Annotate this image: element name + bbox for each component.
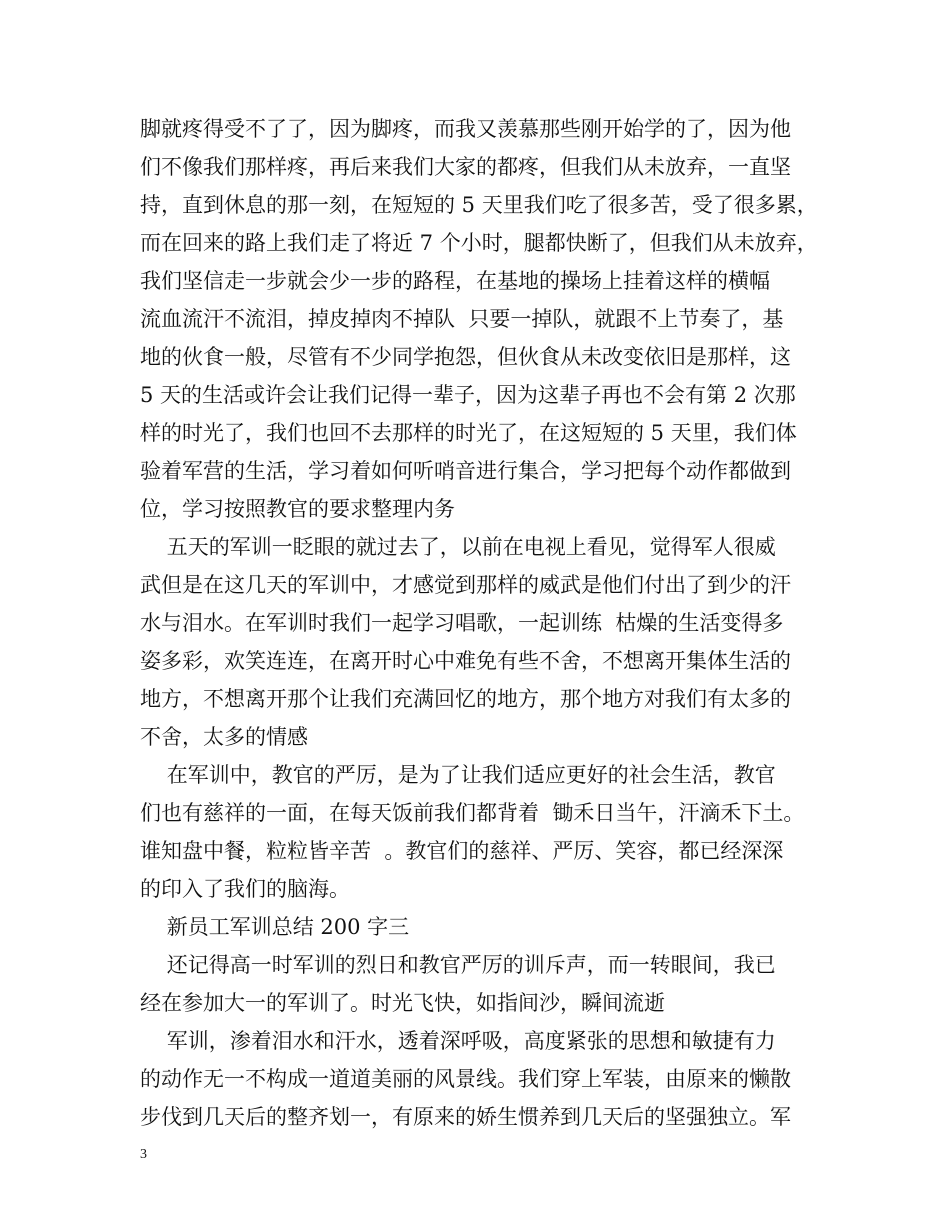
body-text	[140, 110, 820, 1136]
text-line: 流血流汗不流泪，掉皮掉肉不掉队 只要一掉队，就跟不上节奏了，基	[140, 307, 784, 331]
text-line: 我们坚信走一步就会少一步的路程，在基地的操场上挂着这样的横幅	[140, 269, 770, 293]
text-line: 不舍，太多的情感	[140, 725, 308, 749]
text-line: 位，学习按照教官的要求整理内务	[140, 497, 455, 521]
text-line: 步伐到几天后的整齐划一，有原来的娇生惯养到几天后的坚强独立。军	[140, 1105, 791, 1129]
text-line: 们也有慈祥的一面，在每天饭前我们都背着 锄禾日当午，汗滴禾下土。	[140, 801, 805, 825]
text-line: 持，直到休息的那一刻，在短短的 5 天里我们吃了很多苦，受了很多累，	[140, 193, 818, 217]
text-line: 们不像我们那样疼，再后来我们大家的都疼，但我们从未放弃，一直坚	[140, 155, 791, 179]
section-heading: 新员工军训总结 200 字三	[140, 915, 410, 939]
text-line: 地的伙食一般，尽管有不少同学抱怨，但伙食从未改变依旧是那样，这	[140, 345, 791, 369]
text-line: 五天的军训一眨眼的就过去了，以前在电视上看见，觉得军人很威	[140, 535, 776, 559]
text-line: 验着军营的生活，学习着如何听哨音进行集合，学习把每个动作都做到	[140, 459, 791, 483]
text-line: 武但是在这几天的军训中，才感觉到那样的威武是他们付出了到少的汗	[140, 573, 791, 597]
text-line: 军训，渗着泪水和汗水，透着深呼吸，高度紧张的思想和敏捷有力	[140, 1029, 776, 1053]
text-line: 样的时光了，我们也回不去那样的时光了，在这短短的 5 天里，我们体	[140, 421, 797, 445]
text-line: 脚就疼得受不了了，因为脚疼，而我又羡慕那些刚开始学的了，因为他	[140, 117, 791, 141]
text-line: 的动作无一不构成一道道美丽的风景线。我们穿上军装，由原来的懒散	[140, 1067, 791, 1091]
text-line: 水与泪水。在军训时我们一起学习唱歌，一起训练 枯燥的生活变得多	[140, 611, 784, 635]
text-line: 姿多彩，欢笑连连，在离开时心中难免有些不舍，不想离开集体生活的	[140, 649, 791, 673]
text-line: 的印入了我们的脑海。	[140, 877, 350, 901]
page-number: 3	[140, 1147, 147, 1162]
text-line: 在军训中，教官的严厉，是为了让我们适应更好的社会生活，教官	[140, 763, 776, 787]
text-line: 而在回来的路上我们走了将近 7 个小时，腿都快断了，但我们从未放弃，	[140, 231, 818, 255]
text-line: 还记得高一时军训的烈日和教官严厉的训斥声，而一转眼间，我已	[140, 953, 776, 977]
text-line: 谁知盘中餐，粒粒皆辛苦 。教官们的慈祥、严厉、笑容，都已经深深	[140, 839, 784, 863]
text-line: 地方，不想离开那个让我们充满回忆的地方，那个地方对我们有太多的	[140, 687, 791, 711]
text-line: 经在参加大一的军训了。时光飞快，如指间沙，瞬间流逝	[140, 991, 665, 1015]
text-line: 5 天的生活或许会让我们记得一辈子，因为这辈子再也不会有第 2 次那	[140, 383, 796, 407]
